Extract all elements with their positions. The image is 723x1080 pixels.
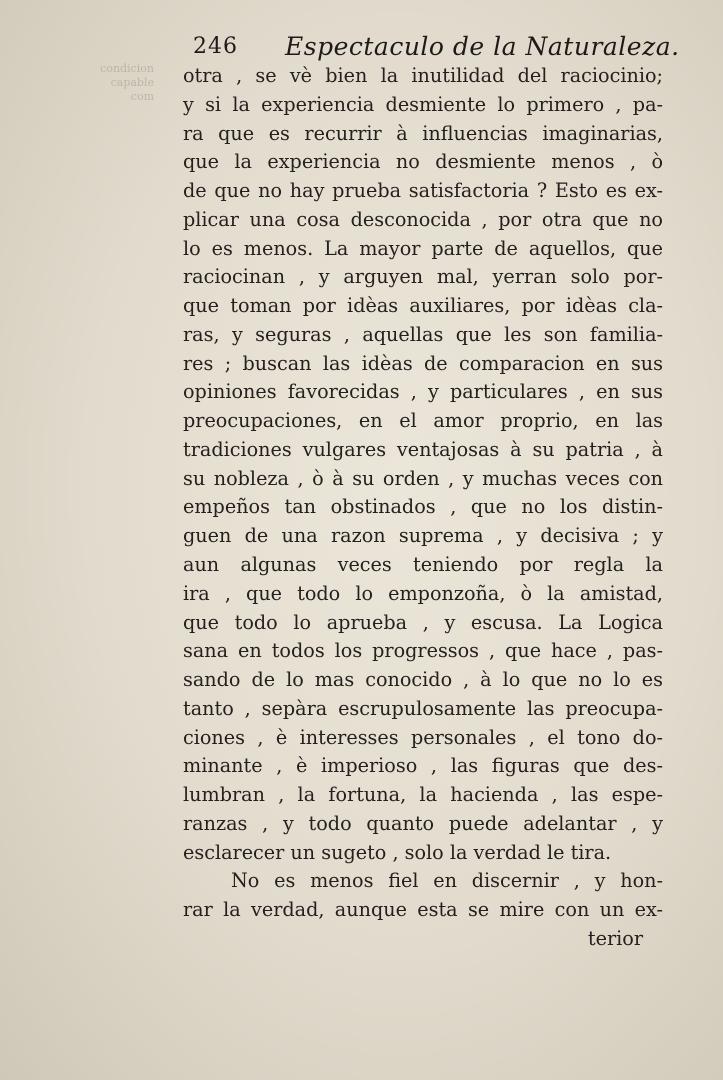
text-line: ira , que todo lo emponzoña, ò la amistad, [183, 581, 663, 605]
text-line: que toman por idèas auxiliares, por idèas cla- [183, 294, 663, 318]
text-line: raciocinan , y arguyen mal, yerran solo por- [183, 265, 663, 289]
text-line: ra que es recurrir à influencias imaginarias, [183, 121, 663, 145]
text-line: de que no hay prueba satisfactoria ? Esto es ex- [183, 179, 663, 203]
running-title: Espectaculo de la Naturaleza. [285, 32, 680, 61]
text-line: tradiciones vulgares ventajosas à su patria , à [183, 437, 663, 461]
catchword: terior [587, 926, 643, 950]
text-line: ras, y seguras , aquellas que les son familia- [183, 322, 663, 346]
text-line: sando de lo mas conocido , à lo que no lo es [183, 668, 663, 692]
text-line: esclarecer un sugeto , solo la verdad le tira. [183, 840, 612, 864]
text-line: rar la verdad, aunque esta se mire con un ex- [183, 898, 663, 922]
text-line: aun algunas veces teniendo por regla la [183, 553, 663, 577]
text-line: opiniones favorecidas , y particulares , en sus [183, 380, 663, 404]
text-line: que todo lo aprueba , y escusa. La Logica [183, 610, 663, 634]
bleed-line: capable [110, 76, 154, 89]
text-line: que la experiencia no desmiente menos , ò [183, 150, 663, 174]
text-line: sana en todos los progressos , que hace , pas- [183, 639, 663, 663]
text-line: ranzas , y todo quanto puede adelantar , y [183, 811, 663, 835]
body-text [183, 62, 663, 954]
text-line: su nobleza , ò à su orden , y muchas veces con [183, 466, 663, 490]
text-line: tanto , sepàra escrupulosamente las preocupa- [183, 696, 663, 720]
paragraph-start-line: No es menos fiel en discernir , y hon- [231, 869, 663, 893]
margin-bleed-through [84, 62, 154, 104]
text-line: guen de una razon suprema , y decisiva ; y [183, 524, 663, 548]
text-line: preocupaciones, en el amor proprio, en las [183, 409, 663, 433]
text-line: res ; buscan las idèas de comparacion en sus [183, 351, 663, 375]
bleed-line: com [130, 90, 154, 103]
text-line: minante , è imperioso , las figuras que des- [183, 754, 663, 778]
bleed-line: condicion [100, 62, 154, 75]
text-line: lo es menos. La mayor parte de aquellos, que [183, 236, 663, 260]
text-line: plicar una cosa desconocida , por otra que no [183, 207, 663, 231]
text-line: lumbran , la fortuna, la hacienda , las espe- [183, 783, 663, 807]
text-line: empeños tan obstinados , que no los distin- [183, 495, 663, 519]
text-line: ciones , è interesses personales , el tono do- [183, 725, 663, 749]
text-line: y si la experiencia desmiente lo primero , pa- [183, 92, 663, 116]
page-header [193, 30, 680, 66]
page-number: 246 [193, 34, 238, 59]
text-line: otra , se vè bien la inutilidad del raciocinio; [183, 64, 663, 87]
